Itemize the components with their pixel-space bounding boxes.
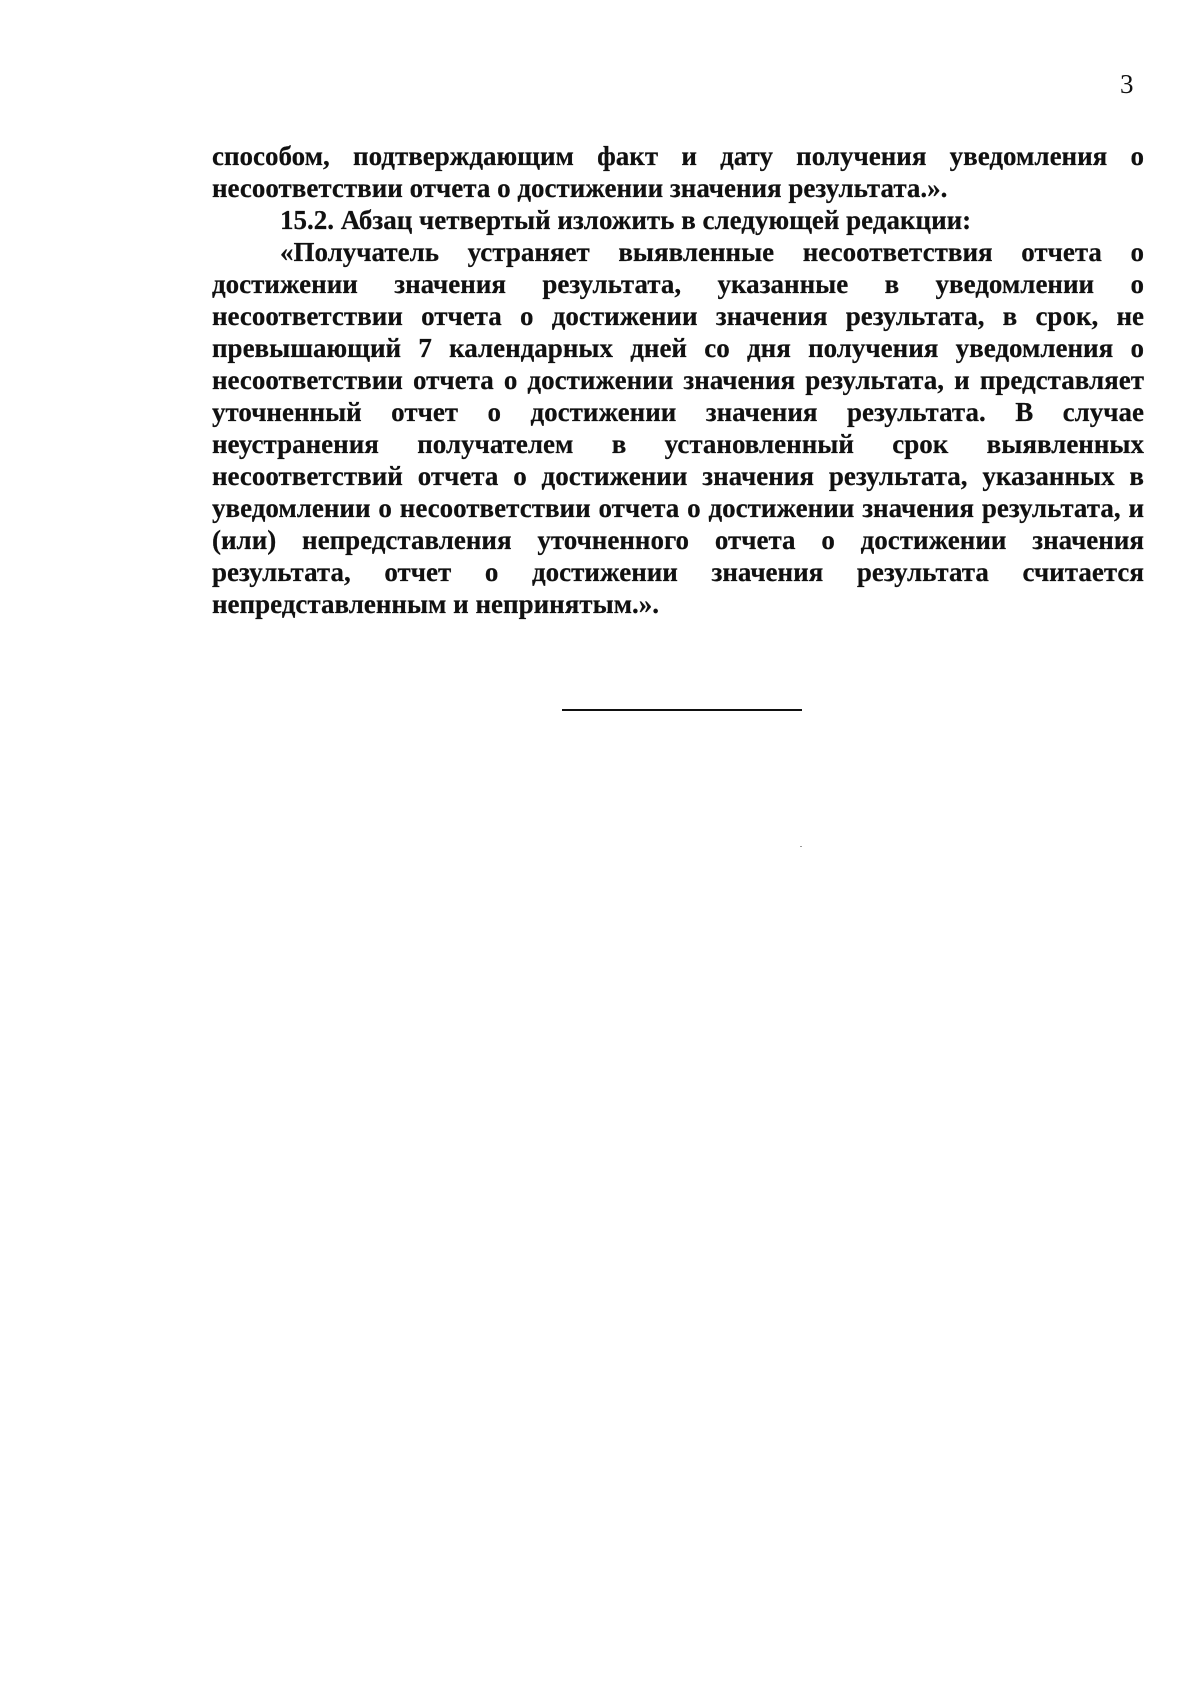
end-separator-line [562, 709, 802, 711]
document-body [212, 140, 1144, 620]
paragraph-amendment-text: «Получатель устраняет выявленные несоответствия отчета о достижении значения результата, указанные в уведомлении о несоответствии отчета о достижении значения результата, в срок, не превышающий 7 календарных дней со дня получения уведомления о несоответствии отчета о достижении значения результата, и представляет уточненный отчет о достижении значения результата. В случае неустранения получателем в установленный срок выявленных несоответствий отчета о достижении значения результата, указанных в уведомлении о несоответствии отчета о достижении значения результата, и (или) непредставления уточненного отчета о достижении значения результата, отчет о достижении значения результата считается непредставленным и непринятым.». [212, 237, 1144, 619]
paragraph-continuation: способом, подтверждающим факт и дату получения уведомления о несоответствии отчета о достижении значения результата.». [212, 141, 1144, 203]
scan-speck [800, 846, 802, 847]
page-number: 3 [1120, 69, 1134, 99]
paragraph-amendment-heading: 15.2. Абзац четвертый изложить в следующей редакции: [280, 205, 972, 235]
